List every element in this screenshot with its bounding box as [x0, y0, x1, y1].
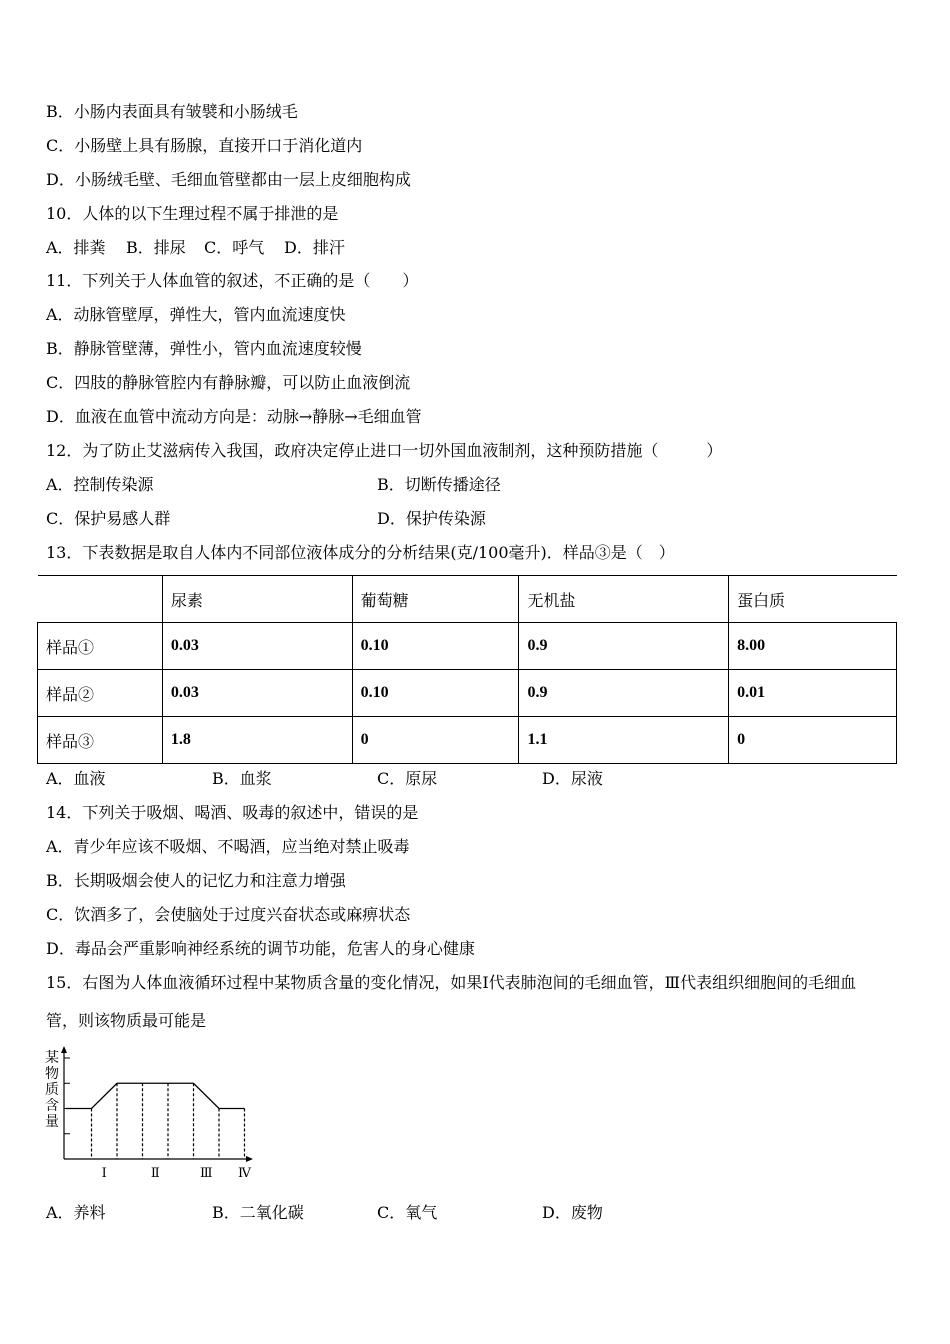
table-header-cell: [38, 576, 163, 623]
y-axis-label-char: 质: [45, 1082, 59, 1098]
q14-option-b: B．长期吸烟会使人的记忆力和注意力增强: [46, 871, 346, 890]
q13-data-table: [37, 575, 897, 764]
q12-option-d: D．保护传染源: [377, 509, 486, 528]
y-axis-label-char: 量: [45, 1114, 59, 1130]
q12-stem: 12．为了防止艾滋病传入我国，政府决定停止进口一切外国血液制剂，这种预防措施（ ）: [46, 441, 723, 460]
table-header-cell: 尿素: [162, 576, 352, 623]
x-tick-label: Ⅲ: [199, 1166, 213, 1181]
x-tick-label: Ⅱ: [150, 1166, 160, 1181]
q13-option-b: B．血浆: [212, 769, 272, 788]
y-axis-label: [45, 1049, 59, 1130]
q11-option-a: A．动脉管壁厚，弹性大，管内血流速度快: [46, 305, 346, 324]
q15-stem-line1: 15．右图为人体血液循环过程中某物质含量的变化情况，如果Ⅰ代表肺泡间的毛细血管，Ⅲ代表组织细胞间的毛细血: [46, 973, 857, 992]
table-cell: 1.8: [162, 717, 352, 764]
y-axis-label-char: 物: [45, 1066, 59, 1082]
table-cell: 0.10: [352, 670, 519, 717]
q15-option-b: B．二氧化碳: [212, 1203, 304, 1222]
q10-stem: 10．人体的以下生理过程不属于排泄的是: [46, 204, 339, 223]
q11-option-b: B．静脉管壁薄，弹性小，管内血流速度较慢: [46, 339, 362, 358]
q14-stem: 14．下列关于吸烟、喝酒、吸毒的叙述中，错误的是: [46, 803, 419, 822]
table-header-cell: 蛋白质: [729, 576, 897, 623]
q11-stem: 11．下列关于人体血管的叙述，不正确的是（ ）: [46, 271, 419, 290]
q12-option-c: C．保护易感人群: [46, 509, 171, 528]
q13-options: [46, 769, 603, 789]
q14-option-a: A．青少年应该不吸烟、不喝酒，应当绝对禁止吸毒: [46, 837, 410, 856]
q10-option-c: C．呼气: [204, 238, 265, 257]
q10-option-d: D．排汗: [284, 238, 345, 257]
y-axis-arrow: [61, 1046, 67, 1053]
q14-option-c: C．饮酒多了，会使脑处于过度兴奋状态或麻痹状态: [46, 905, 411, 924]
table-cell: 0.9: [519, 670, 729, 717]
q15-option-d: D．废物: [542, 1203, 603, 1222]
table-cell: 0.10: [352, 623, 519, 670]
table-header-cell: 无机盐: [519, 576, 729, 623]
q15-line-chart: [42, 1046, 256, 1186]
table-cell: 0: [352, 717, 519, 764]
q15-option-a: A．养料: [46, 1203, 106, 1222]
table-header-cell: 葡萄糖: [352, 576, 519, 623]
x-tick-label: Ⅰ: [101, 1166, 107, 1181]
q12-options-row2: [46, 509, 486, 529]
q13-option-c: C．原尿: [377, 769, 438, 788]
q9-option-d: D．小肠绒毛壁、毛细血管壁都由一层上皮细胞构成: [46, 170, 411, 189]
q12-options-row1: [46, 475, 501, 495]
y-axis-label-char: 某: [45, 1050, 59, 1066]
q12-option-b: B．切断传播途径: [377, 475, 501, 494]
table-cell: 8.00: [729, 623, 897, 670]
q11-option-d: D．血液在血管中流动方向是：动脉→静脉→毛细血管: [46, 407, 422, 426]
q15-option-c: C．氧气: [377, 1203, 438, 1222]
table-cell: 0.01: [729, 670, 897, 717]
table-header-row: [38, 576, 897, 623]
table-row: [38, 623, 897, 670]
q9-option-b: B．小肠内表面具有皱襞和小肠绒毛: [46, 102, 298, 121]
q10-option-b: B．排尿: [126, 238, 186, 257]
y-axis-label-char: 含: [45, 1098, 59, 1114]
table-cell: 0.03: [162, 623, 352, 670]
table-cell: 0: [729, 717, 897, 764]
q15-stem-line2: 管，则该物质最可能是: [46, 1011, 207, 1030]
table-row-label: 样品①: [38, 623, 163, 670]
table-row-label: 样品②: [38, 670, 163, 717]
q9-option-c: C．小肠壁上具有肠腺，直接开口于消化道内: [46, 136, 363, 155]
table-cell: 0.03: [162, 670, 352, 717]
table-row-label: 样品③: [38, 717, 163, 764]
q12-option-a: A．控制传染源: [46, 475, 154, 494]
q13-stem: 13．下表数据是取自人体内不同部位液体成分的分析结果(克/100毫升)．样品③是（ ）: [46, 543, 675, 562]
x-tick-label: Ⅳ: [238, 1166, 251, 1181]
table-cell: 1.1: [519, 717, 729, 764]
table-cell: 0.9: [519, 623, 729, 670]
table-row: [38, 717, 897, 764]
x-axis-arrow: [246, 1156, 253, 1162]
q11-option-c: C．四肢的静脉管腔内有静脉瓣，可以防止血液倒流: [46, 373, 411, 392]
q13-option-d: D．尿液: [542, 769, 603, 788]
data-series-line: [66, 1083, 245, 1108]
q14-option-d: D．毒品会严重影响神经系统的调节功能，危害人的身心健康: [46, 939, 475, 958]
q10-options: [46, 238, 345, 258]
q10-option-a: A．排粪: [46, 238, 106, 257]
q13-option-a: A．血液: [46, 769, 106, 788]
table-row: [38, 670, 897, 717]
q15-options: [46, 1203, 603, 1223]
